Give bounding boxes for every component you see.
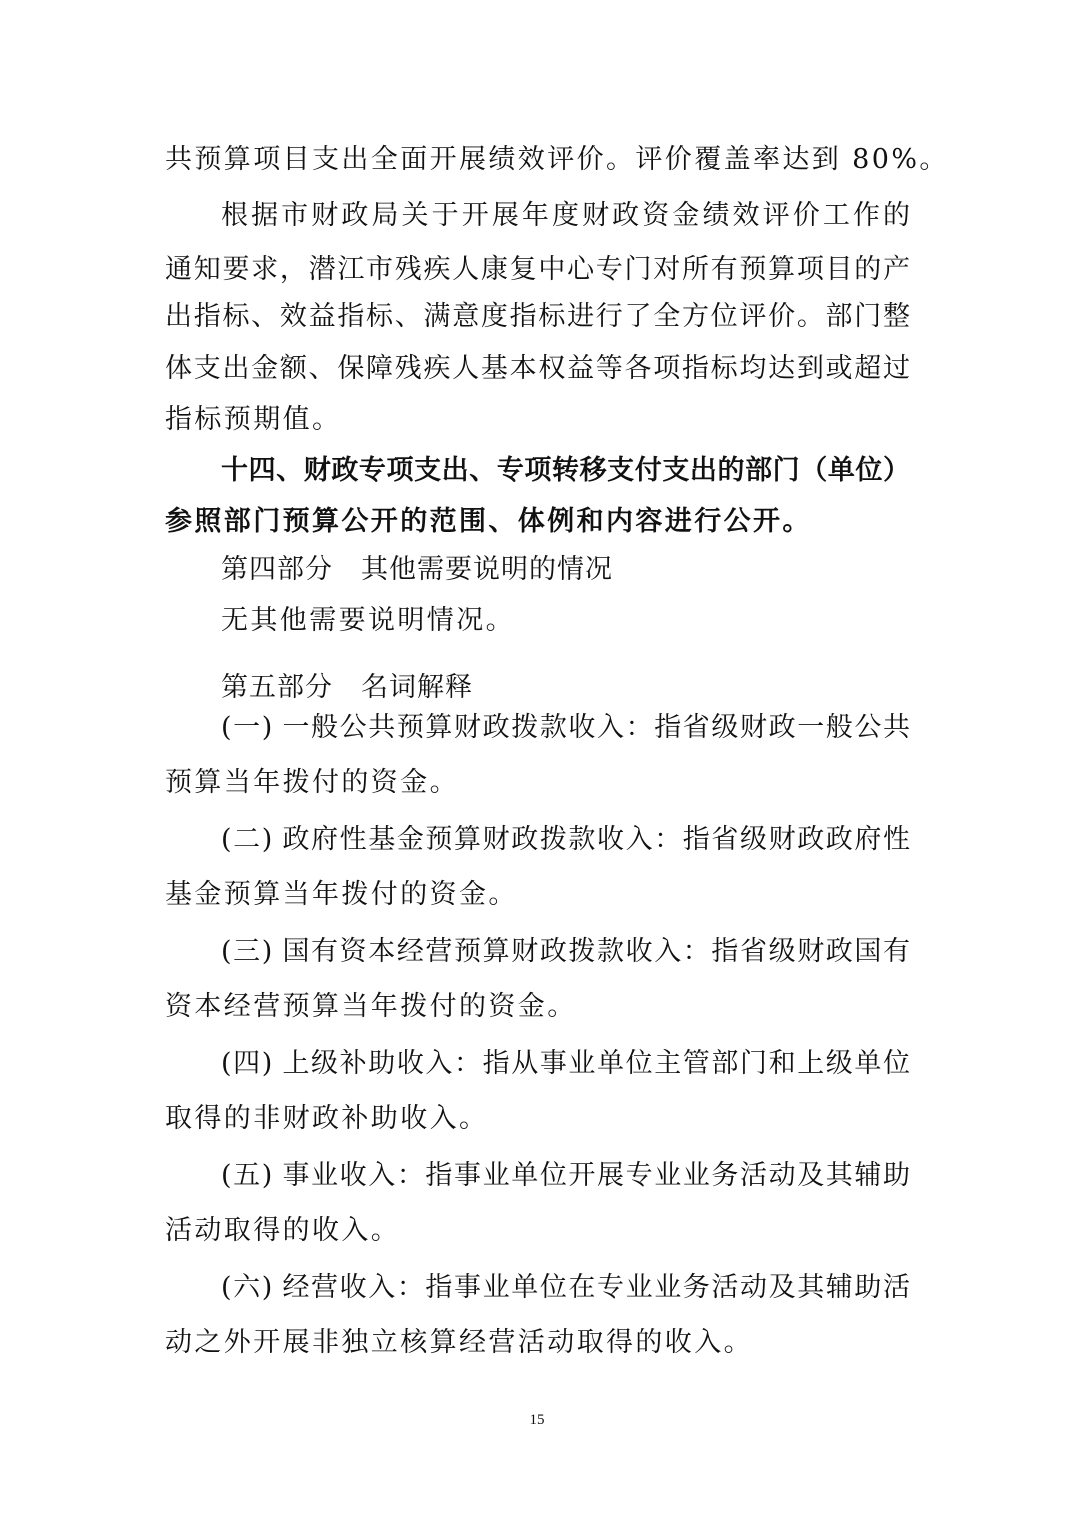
part-four-heading: 第四部分 其他需要说明的情况 (221, 554, 613, 585)
page-number: 15 (529, 1412, 545, 1428)
term-definition-line: (一) 一般公共预算财政拨款收入：指省级财政一般公共 (221, 712, 910, 743)
paragraph-line: 共预算项目支出全面开展绩效评价。评价覆盖率达到 80%。 (165, 144, 949, 175)
section-heading-fourteen-cont: 参照部门预算公开的范围、体例和内容进行公开。 (165, 506, 812, 537)
paragraph-line: 无其他需要说明情况。 (221, 605, 515, 636)
term-definition-line: (三) 国有资本经营预算财政拨款收入：指省级财政国有 (221, 936, 910, 967)
paragraph-line: 根据市财政局关于开展年度财政资金绩效评价工作的 (221, 200, 910, 231)
section-heading-fourteen: 十四、财政专项支出、专项转移支付支出的部门（单位） (221, 455, 910, 486)
term-definition-line: (四) 上级补助收入：指从事业单位主管部门和上级单位 (221, 1048, 910, 1079)
term-definition-line: 资本经营预算当年拨付的资金。 (165, 991, 577, 1022)
term-definition-line: 动之外开展非独立核算经营活动取得的收入。 (165, 1327, 753, 1358)
term-definition-line: (六) 经营收入：指事业单位在专业业务活动及其辅助活 (221, 1272, 910, 1303)
paragraph-line: 体支出金额、保障残疾人基本权益等各项指标均达到或超过 (165, 353, 910, 384)
paragraph-line: 指标预期值。 (165, 404, 342, 435)
term-definition-line: 预算当年拨付的资金。 (165, 767, 459, 798)
term-definition-line: (五) 事业收入：指事业单位开展专业业务活动及其辅助 (221, 1160, 910, 1191)
part-five-heading: 第五部分 名词解释 (221, 672, 473, 703)
term-definition-line: 基金预算当年拨付的资金。 (165, 879, 518, 910)
paragraph-line: 通知要求，潜江市残疾人康复中心专门对所有预算项目的产 (165, 254, 910, 285)
term-definition-line: 活动取得的收入。 (165, 1215, 401, 1246)
term-definition-line: 取得的非财政补助收入。 (165, 1103, 489, 1134)
paragraph-line: 出指标、效益指标、满意度指标进行了全方位评价。部门整 (165, 301, 910, 332)
term-definition-line: (二) 政府性基金预算财政拨款收入：指省级财政政府性 (221, 824, 910, 855)
